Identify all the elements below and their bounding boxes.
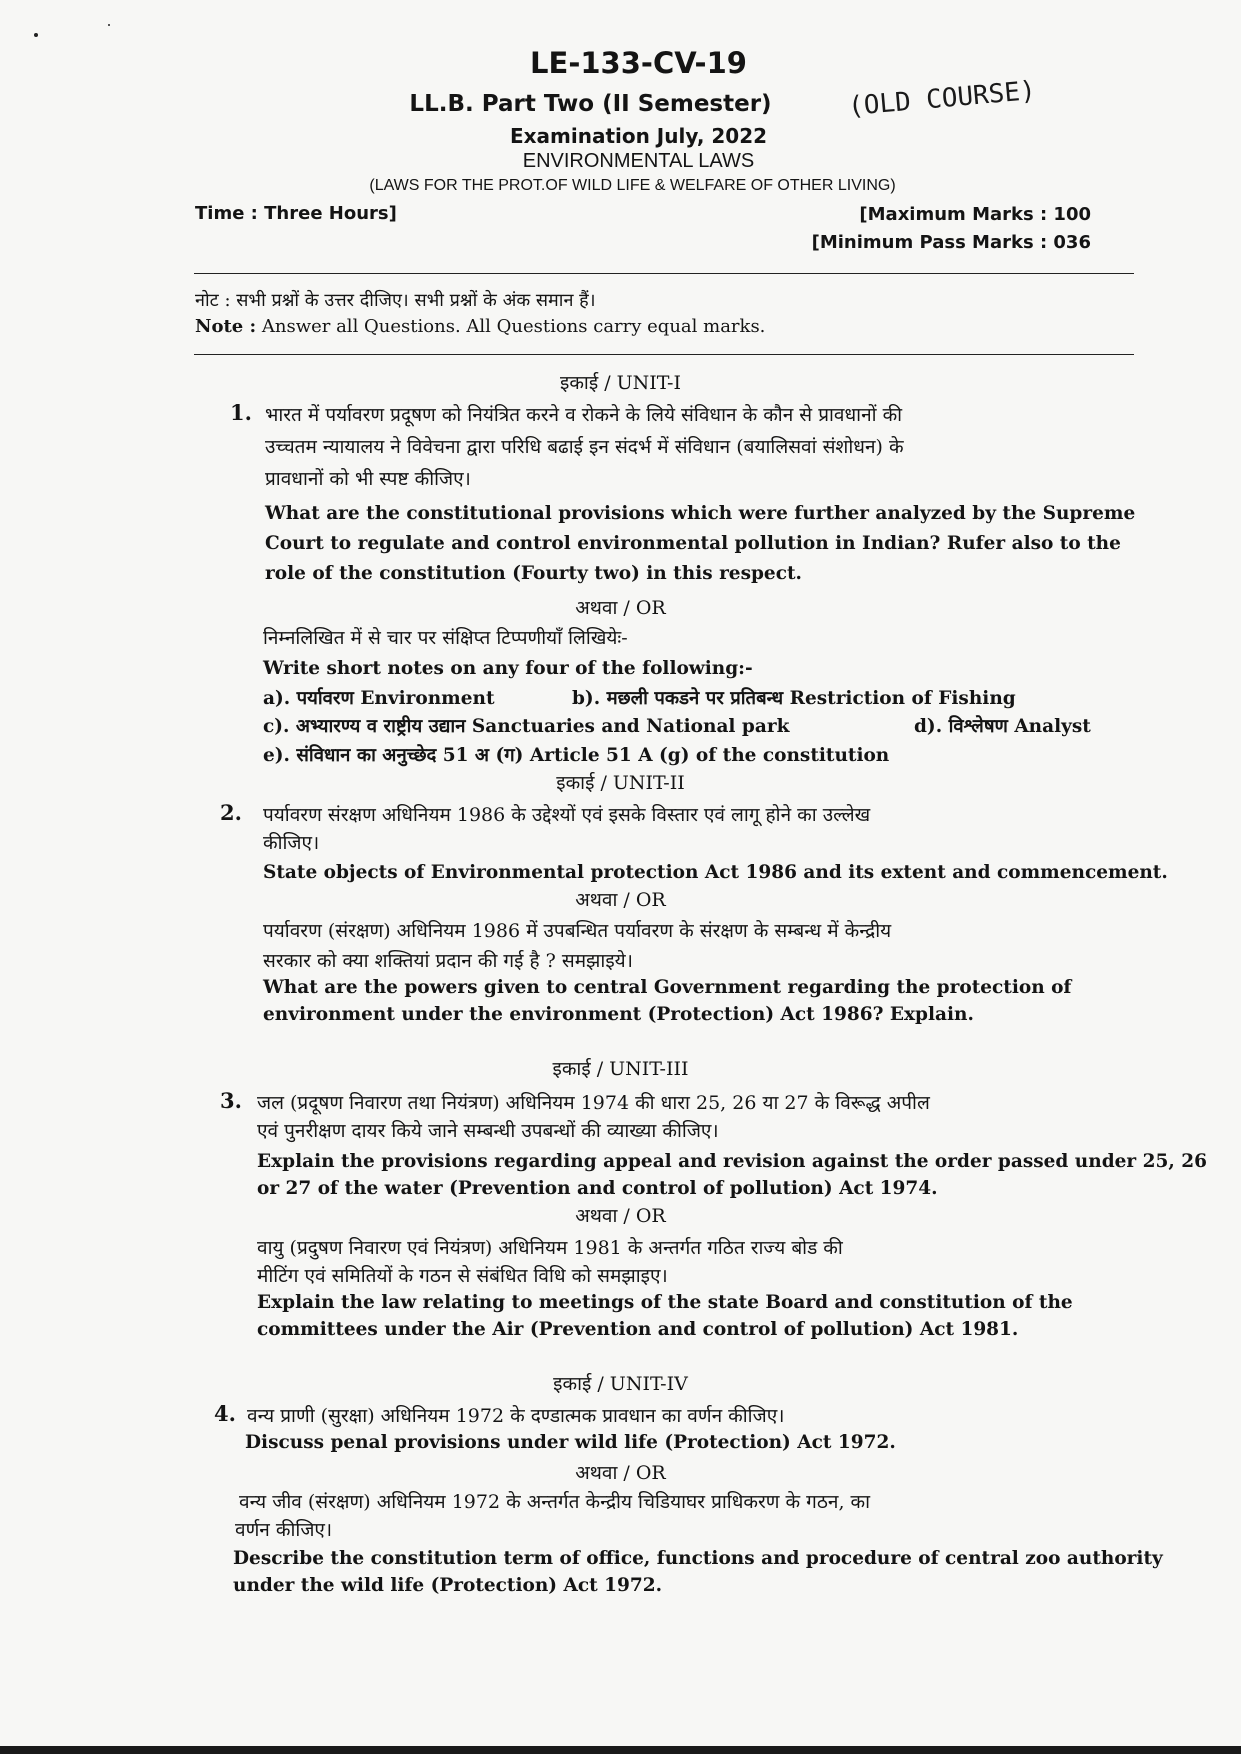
question-1-english-line: What are the constitutional provisions which were further analyzed by the Supreme	[265, 503, 1136, 524]
question-2-alt-english-line: What are the powers given to central Government regarding the protection of	[263, 977, 1072, 998]
question-2-hindi-line: कीजिए।	[263, 832, 320, 854]
question-1-english-line: Court to regulate and control environmental pollution in Indian? Rufer also to the	[265, 533, 1121, 554]
scan-speck	[108, 24, 110, 26]
question-4-alt-hindi-line: वर्णन कीजिए।	[235, 1519, 333, 1541]
subject-title: ENVIRONMENTAL LAWS	[522, 150, 755, 172]
question-3-hindi-line: एवं पुनरीक्षण दायर किये जाने सम्बन्धी उपबन्धों की व्याख्या कीजिए।	[257, 1120, 719, 1142]
question-4-alt-hindi-line: वन्य जीव (संरक्षण) अधिनियम 1972 के अन्तर्गत केन्द्रीय चिडियाघर प्राधिकरण के गठन, का	[239, 1491, 871, 1513]
time-allowed: Time : Three Hours]	[195, 203, 397, 224]
scan-bottom-edge	[0, 1746, 1241, 1754]
option-a: a). पर्यावरण Environment	[263, 688, 495, 709]
handwritten-note: (OLD COURSE)	[847, 75, 1037, 123]
question-3-alt-english-line: committees under the Air (Prevention and control of pollution) Act 1981.	[257, 1319, 1019, 1340]
question-4-number: 4.	[214, 1401, 236, 1426]
note-hindi	[195, 288, 596, 312]
paper-title: (LAWS FOR THE PROT.OF WILD LIFE & WELFARE OF OTHER LIVING)	[369, 177, 896, 194]
note-hindi-label: नोट	[195, 290, 219, 311]
maximum-marks: [Maximum Marks : 100	[859, 204, 1091, 225]
paper-code: LE-133-CV-19	[530, 46, 747, 80]
or-separator: अथवा / OR	[575, 1462, 666, 1484]
option-e: e). संविधान का अनुच्छेद 51 अ (ग) Article 51 A (g) of the constitution	[263, 745, 890, 766]
note-english	[195, 316, 765, 337]
scan-speck	[34, 33, 38, 37]
question-3-english-line: or 27 of the water (Prevention and control of pollution) Act 1974.	[257, 1178, 938, 1199]
question-2-english-line: State objects of Environmental protection Act 1986 and its extent and commencement.	[263, 862, 1168, 883]
question-1-alt-hindi-line: निम्नलिखित में से चार पर संक्षिप्त टिप्पणीयॉं लिखियेः-	[263, 627, 628, 649]
option-c: c). अभ्यारण्य व राष्ट्रीय उद्यान Sanctuaries and National park	[263, 716, 790, 737]
question-4-english-line: Discuss penal provisions under wild life (Protection) Act 1972.	[245, 1432, 896, 1453]
question-3-alt-english-line: Explain the law relating to meetings of the state Board and constitution of the	[257, 1292, 1073, 1313]
question-1-number: 1.	[230, 400, 252, 425]
note-divider	[194, 354, 1134, 355]
exam-session: Examination July, 2022	[509, 124, 768, 148]
option-d: d). विश्लेषण Analyst	[914, 716, 1091, 737]
minimum-pass-marks: [Minimum Pass Marks : 036	[811, 232, 1091, 253]
unit-2-heading: इकाई / UNIT-II	[556, 772, 685, 794]
note-english-text: Answer all Questions. All Questions carry equal marks.	[256, 316, 766, 337]
question-4-alt-english-line: Describe the constitution term of office, functions and procedure of central zoo authority	[233, 1548, 1163, 1569]
question-3-number: 3.	[220, 1088, 242, 1113]
unit-1-heading: इकाई / UNIT-I	[560, 372, 681, 394]
question-4-alt-english-line: under the wild life (Protection) Act 1972.	[233, 1575, 663, 1596]
question-1-hindi-line: प्रावधानों को भी स्पष्ट कीजिए।	[265, 468, 471, 490]
question-3-hindi-line: जल (प्रदूषण निवारण तथा नियंत्रण) अधिनियम 1974 की धारा 25, 26 या 27 के विरूद्ध अपील	[257, 1092, 930, 1114]
question-4-hindi-line: वन्य प्राणी (सुरक्षा) अधिनियम 1972 के दण्डात्मक प्रावधान का वर्णन कीजिए।	[247, 1405, 785, 1427]
unit-4-heading: इकाई / UNIT-IV	[553, 1373, 688, 1395]
question-3-alt-hindi-line: वायु (प्रदुषण निवारण एवं नियंत्रण) अधिनियम 1981 के अन्तर्गत गठित राज्य बोड की	[257, 1237, 843, 1259]
unit-3-heading: इकाई / UNIT-III	[552, 1058, 689, 1080]
question-2-hindi-line: पर्यावरण संरक्षण अधिनियम 1986 के उद्देश्यों एवं इसके विस्तार एवं लागू होने का उल्लेख	[263, 804, 871, 826]
question-2-number: 2.	[220, 800, 242, 825]
course-title: LL.B. Part Two (II Semester)	[409, 91, 772, 117]
option-b: b). मछली पकडने पर प्रतिबन्ध Restriction of Fishing	[572, 688, 1016, 709]
top-divider	[194, 273, 1134, 274]
question-3-english-line: Explain the provisions regarding appeal and revision against the order passed under 25, 26	[257, 1151, 1207, 1172]
question-1-english-line: role of the constitution (Fourty two) in this respect.	[265, 563, 802, 584]
question-1-alt-english-line: Write short notes on any four of the following:-	[263, 658, 753, 679]
question-2-alt-hindi-line: पर्यावरण (संरक्षण) अधिनियम 1986 में उपबन्धित पर्यावरण के संरक्षण के सम्बन्ध में केन्द्रीय	[263, 920, 892, 942]
question-3-alt-hindi-line: मीटिंग एवं समितियों के गठन से संबंधित विधि को समझाइए।	[257, 1265, 668, 1287]
note-english-label: Note :	[195, 316, 257, 337]
question-2-alt-hindi-line: सरकार को क्या शक्तियां प्रदान की गई है ? समझाइये।	[263, 950, 633, 972]
note-hindi-text: : सभी प्रश्नों के उत्तर दीजिए। सभी प्रश्नों के अंक समान हैं।	[218, 290, 596, 311]
question-2-alt-english-line: environment under the environment (Protection) Act 1986? Explain.	[263, 1004, 974, 1025]
or-separator: अथवा / OR	[575, 1205, 666, 1227]
or-separator: अथवा / OR	[575, 889, 666, 911]
question-1-hindi-line: भारत में पर्यावरण प्रदूषण को नियंत्रित करने व रोकने के लिये संविधान के कौन से प्रावधानों की	[265, 404, 903, 426]
or-separator: अथवा / OR	[575, 597, 666, 619]
question-1-hindi-line: उच्चतम न्यायालय ने विवेचना द्वारा परिधि बढाई इन संदर्भ में संविधान (बयालिसवां संशोधन) के	[265, 436, 904, 458]
